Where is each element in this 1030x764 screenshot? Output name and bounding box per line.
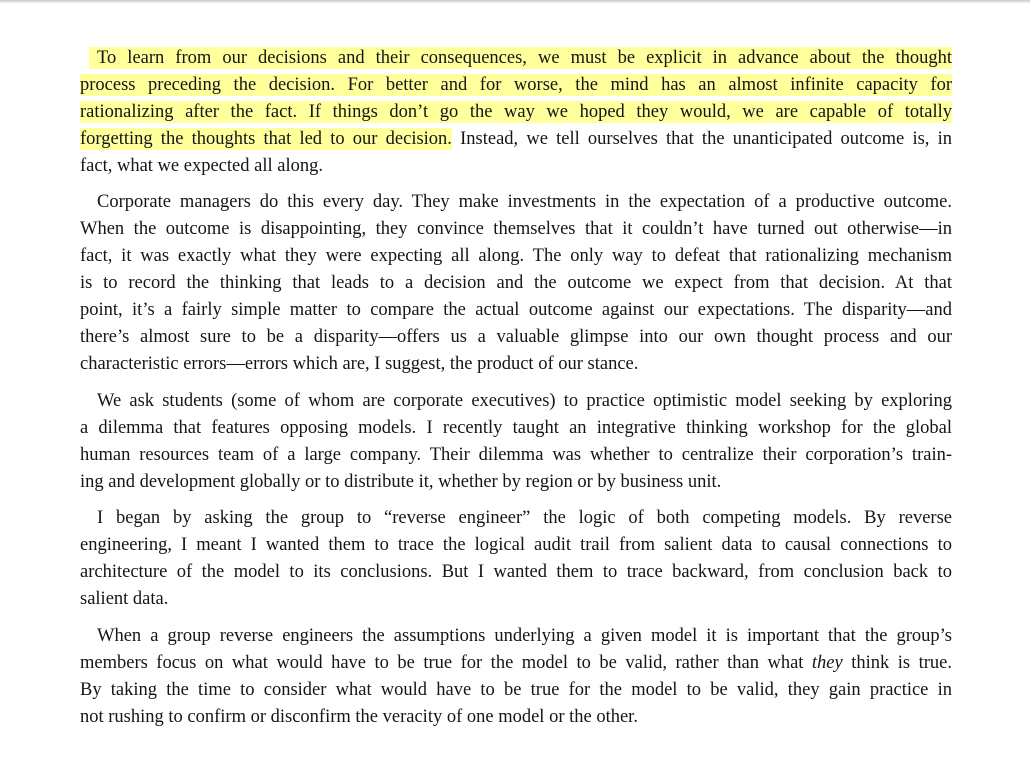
line-text: Instead, we tell ourselves that the unanticipated outcome is, in bbox=[451, 128, 952, 149]
text-line: there’s almost sure to be a disparity—offers us a valuable glimpse into our own thought process and our bbox=[80, 327, 952, 347]
paragraph bbox=[80, 45, 952, 180]
text-line: fact, it was exactly what they were expecting all along. The only way to defeat that rationalizing mechanism bbox=[80, 246, 952, 266]
text-line bbox=[80, 72, 952, 99]
text-line: human resources team of a large company. Their dilemma was whether to centralize their corporation’s train- bbox=[80, 444, 952, 465]
text-line: is to record the thinking that leads to a decision and the outcome we expect from that decision. At that bbox=[80, 273, 952, 293]
text-line: architecture of the model to its conclusions. But I wanted them to trace backward, from conclusion back to bbox=[80, 562, 952, 582]
highlight[interactable]: forgetting the thoughts that led to our decision. bbox=[80, 128, 452, 149]
line-text: members focus on what would have to be true for the model to be valid, rather than what bbox=[80, 652, 812, 673]
paragraph bbox=[80, 623, 952, 731]
emphasis: they bbox=[811, 652, 843, 673]
paragraph bbox=[80, 388, 952, 496]
text-line: By taking the time to consider what would have to be true for the model to be valid, they gain practice in bbox=[80, 679, 952, 700]
text-line: point, it’s a fairly simple matter to compare the actual outcome against our expectations. The disparity—and bbox=[80, 300, 952, 320]
text-line: fact, what we expected all along. bbox=[80, 155, 323, 176]
highlight[interactable]: process preceding the decision. For better and for worse, the mind has an almost infinite capacity for bbox=[80, 74, 952, 95]
text-line: When the outcome is disappointing, they convince themselves that it couldn’t have turned out otherwise—in bbox=[80, 219, 952, 239]
text-line: characteristic errors—errors which are, I suggest, the product of our stance. bbox=[80, 354, 639, 374]
text-line: ing and development globally or to distribute it, whether by region or by business unit. bbox=[80, 471, 722, 492]
text-line: engineering, I meant I wanted them to trace the logical audit trail from salient data to causal connections to bbox=[80, 535, 952, 555]
text-line: I began by asking the group to “reverse engineer” the logic of both competing models. By reverse bbox=[97, 508, 952, 528]
highlight[interactable]: To learn from our decisions and their consequences, we must be explicit in advance about the thought bbox=[89, 47, 952, 69]
text-line bbox=[80, 99, 952, 126]
paragraph bbox=[80, 505, 952, 613]
highlight[interactable]: rationalizing after the fact. If things don’t go the way we hoped they would, we are capable of totally bbox=[80, 101, 952, 122]
text-line: When a group reverse engineers the assumptions underlying a given model it is important that the group’s bbox=[97, 625, 952, 646]
text-line bbox=[80, 650, 952, 677]
text-line: We ask students (some of whom are corporate executives) to practice optimistic model seeking by exploring bbox=[97, 390, 952, 411]
paragraph bbox=[80, 189, 952, 378]
line-text: think is true. bbox=[842, 652, 952, 673]
text-line: a dilemma that features opposing models. I recently taught an integrative thinking workshop for the global bbox=[80, 417, 952, 438]
book-page bbox=[80, 45, 952, 741]
text-line bbox=[80, 126, 952, 153]
text-line: not rushing to confirm or disconfirm the veracity of one model or the other. bbox=[80, 706, 638, 727]
text-line: Corporate managers do this every day. They make investments in the expectation of a productive outcome. bbox=[97, 192, 952, 212]
reader-top-edge bbox=[0, 0, 1030, 3]
text-line bbox=[80, 45, 952, 72]
text-line: salient data. bbox=[80, 589, 169, 609]
